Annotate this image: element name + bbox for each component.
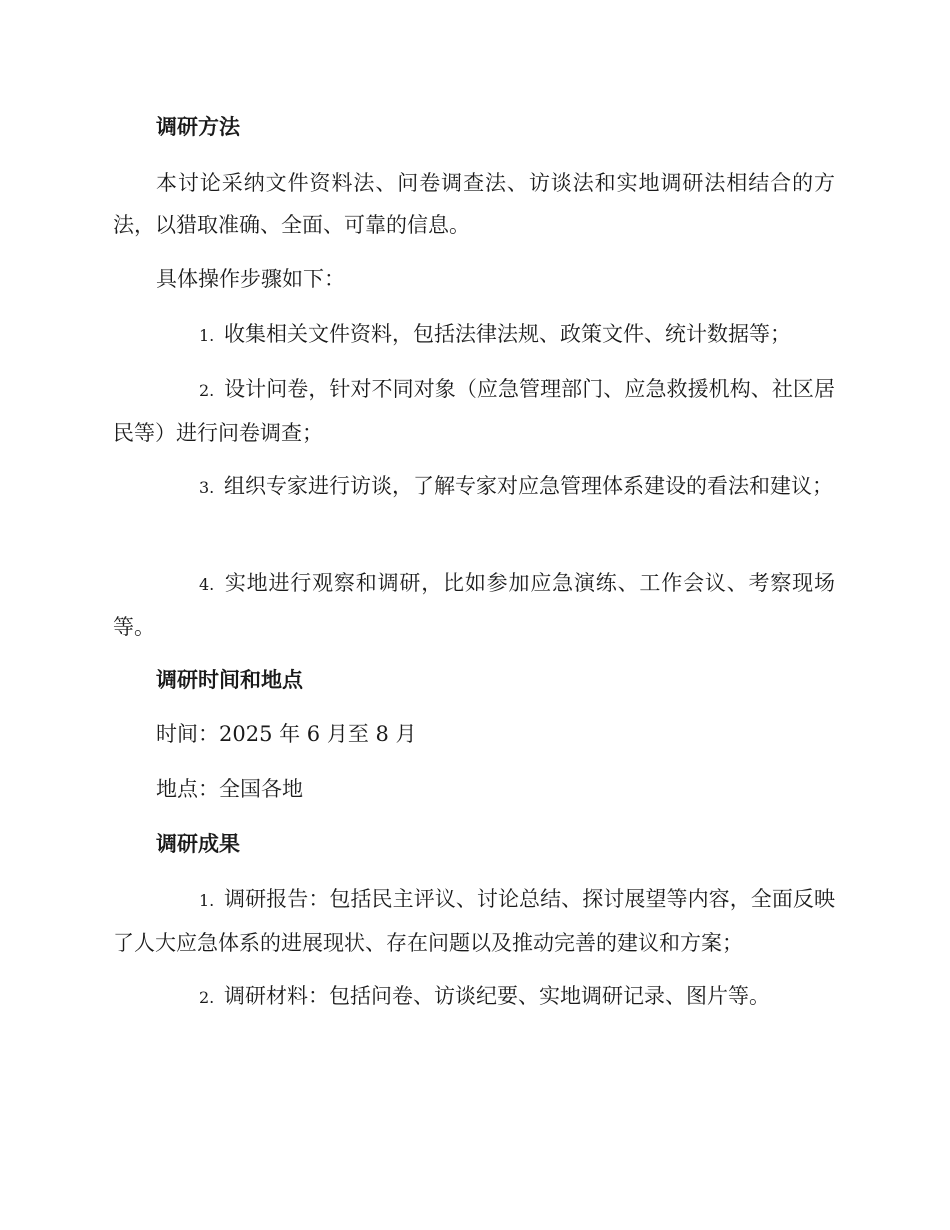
list-item — [113, 368, 835, 454]
section-heading-methods: 调研方法 — [156, 114, 240, 139]
section-heading-time-place: 调研时间和地点 — [156, 667, 303, 692]
list-number: 3. — [199, 478, 215, 497]
list-item — [113, 878, 835, 964]
list-text: 收集相关文件资料，包括法律法规、政策文件、统计数据等； — [224, 322, 791, 346]
place-line: 地点：全国各地 — [156, 777, 303, 801]
list-number: 2. — [199, 988, 215, 1007]
list-number: 2. — [199, 381, 215, 400]
methods-intro-paragraph: 本讨论采纳文件资料法、问卷调查法、访谈法和实地调研法相结合的方法，以猎取准确、全面、可靠的信息。 — [113, 171, 835, 237]
list-text: 组织专家进行访谈，了解专家对应急管理体系建设的看法和建议； — [224, 474, 833, 498]
list-item — [113, 975, 835, 1019]
list-item — [113, 313, 835, 357]
list-text: 调研报告：包括民主评议、讨论总结、探讨展望等内容，全面反映了人大应急体系的进展现状、存在问题以及推动完善的建议和方案； — [113, 887, 835, 955]
list-number: 1. — [199, 326, 215, 345]
list-item — [113, 562, 835, 648]
section-heading-results: 调研成果 — [156, 831, 240, 856]
list-item — [113, 465, 835, 509]
list-text: 调研材料：包括问卷、访谈纪要、实地调研记录、图片等。 — [224, 984, 770, 1008]
list-number: 1. — [199, 891, 215, 910]
list-number: 4. — [199, 575, 215, 594]
time-line: 时间：2025 年 6 月至 8 月 — [156, 722, 417, 746]
list-text: 实地进行观察和调研，比如参加应急演练、工作会议、考察现场等。 — [113, 571, 835, 639]
list-text: 设计问卷，针对不同对象（应急管理部门、应急救援机构、社区居民等）进行问卷调查； — [113, 377, 835, 445]
steps-label: 具体操作步骤如下： — [156, 267, 345, 291]
